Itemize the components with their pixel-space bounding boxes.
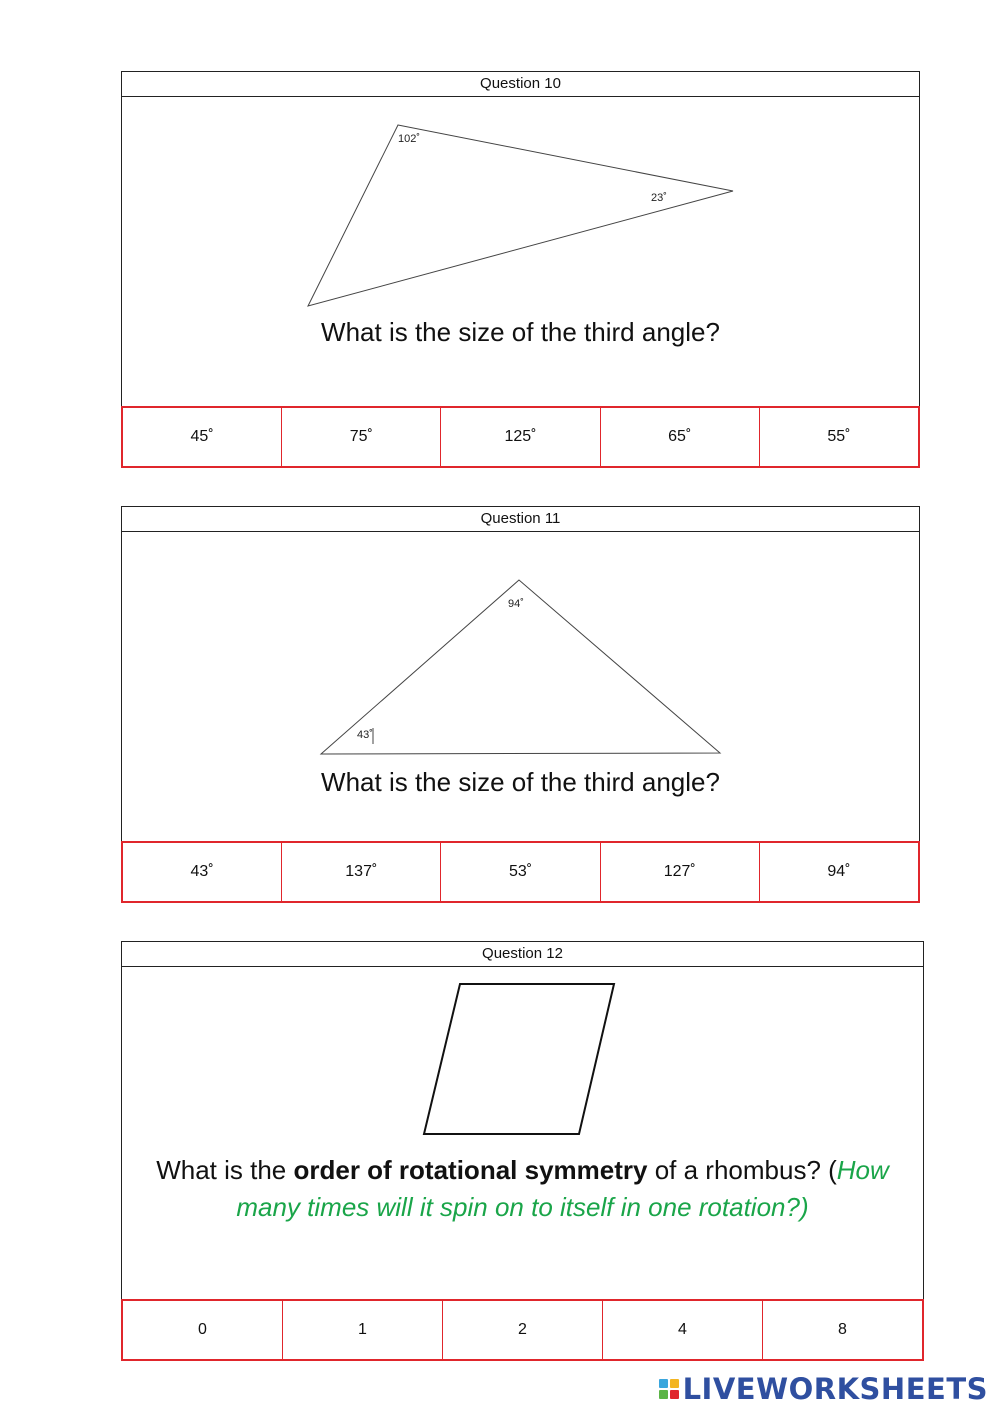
- prompt-text: What is the: [156, 1155, 294, 1185]
- question-card-10: [121, 71, 920, 468]
- angle-label: 23˚: [651, 192, 667, 204]
- answer-option[interactable]: 2: [443, 1301, 603, 1359]
- answer-option[interactable]: 65˚: [601, 408, 760, 466]
- answer-options: [121, 406, 920, 468]
- answer-option[interactable]: 45˚: [123, 408, 282, 466]
- answer-option[interactable]: 127˚: [601, 843, 760, 901]
- answer-option[interactable]: 137˚: [282, 843, 441, 901]
- question-title: Question 11: [122, 507, 919, 532]
- brand-text: LIVEWORKSHEETS: [682, 1372, 988, 1406]
- liveworksheets-logo-icon: [659, 1379, 679, 1399]
- liveworksheets-brand: [659, 1372, 988, 1406]
- question-card-11: [121, 506, 920, 903]
- angle-label: 43˚: [357, 729, 373, 741]
- rhombus-shape: [424, 984, 614, 1134]
- triangle-figure: [122, 72, 919, 412]
- answer-option[interactable]: 55˚: [827, 428, 851, 445]
- answer-option[interactable]: 125˚: [441, 408, 600, 466]
- rhombus-figure: [122, 942, 923, 1142]
- prompt-bold-text: order of rotational symmetry: [293, 1155, 648, 1185]
- question-prompt: What is the size of the third angle?: [321, 767, 720, 797]
- answer-option[interactable]: 8: [838, 1321, 847, 1338]
- question-title: Question 10: [122, 72, 919, 97]
- question-card-12: [121, 941, 924, 1360]
- question-prompt: [122, 1152, 923, 1226]
- answer-option[interactable]: 0: [123, 1301, 283, 1359]
- question-title: Question 12: [122, 942, 923, 967]
- answer-option[interactable]: 53˚: [441, 843, 600, 901]
- prompt-text: of a rhombus? (: [647, 1155, 837, 1185]
- answer-option[interactable]: 43˚: [123, 843, 282, 901]
- question-prompt: What is the size of the third angle?: [321, 317, 720, 347]
- answer-option[interactable]: 4: [603, 1301, 763, 1359]
- angle-label: 94˚: [508, 598, 524, 610]
- answer-options: [121, 1299, 924, 1361]
- answer-option[interactable]: 75˚: [282, 408, 441, 466]
- angle-label: 102˚: [398, 133, 421, 145]
- answer-option[interactable]: 94˚: [827, 863, 851, 880]
- answer-options: [121, 841, 920, 903]
- answer-option[interactable]: 1: [283, 1301, 443, 1359]
- prompt-hint: How many times will it spin on to itself in one rotation?): [236, 1155, 889, 1222]
- triangle-shape: [308, 125, 733, 306]
